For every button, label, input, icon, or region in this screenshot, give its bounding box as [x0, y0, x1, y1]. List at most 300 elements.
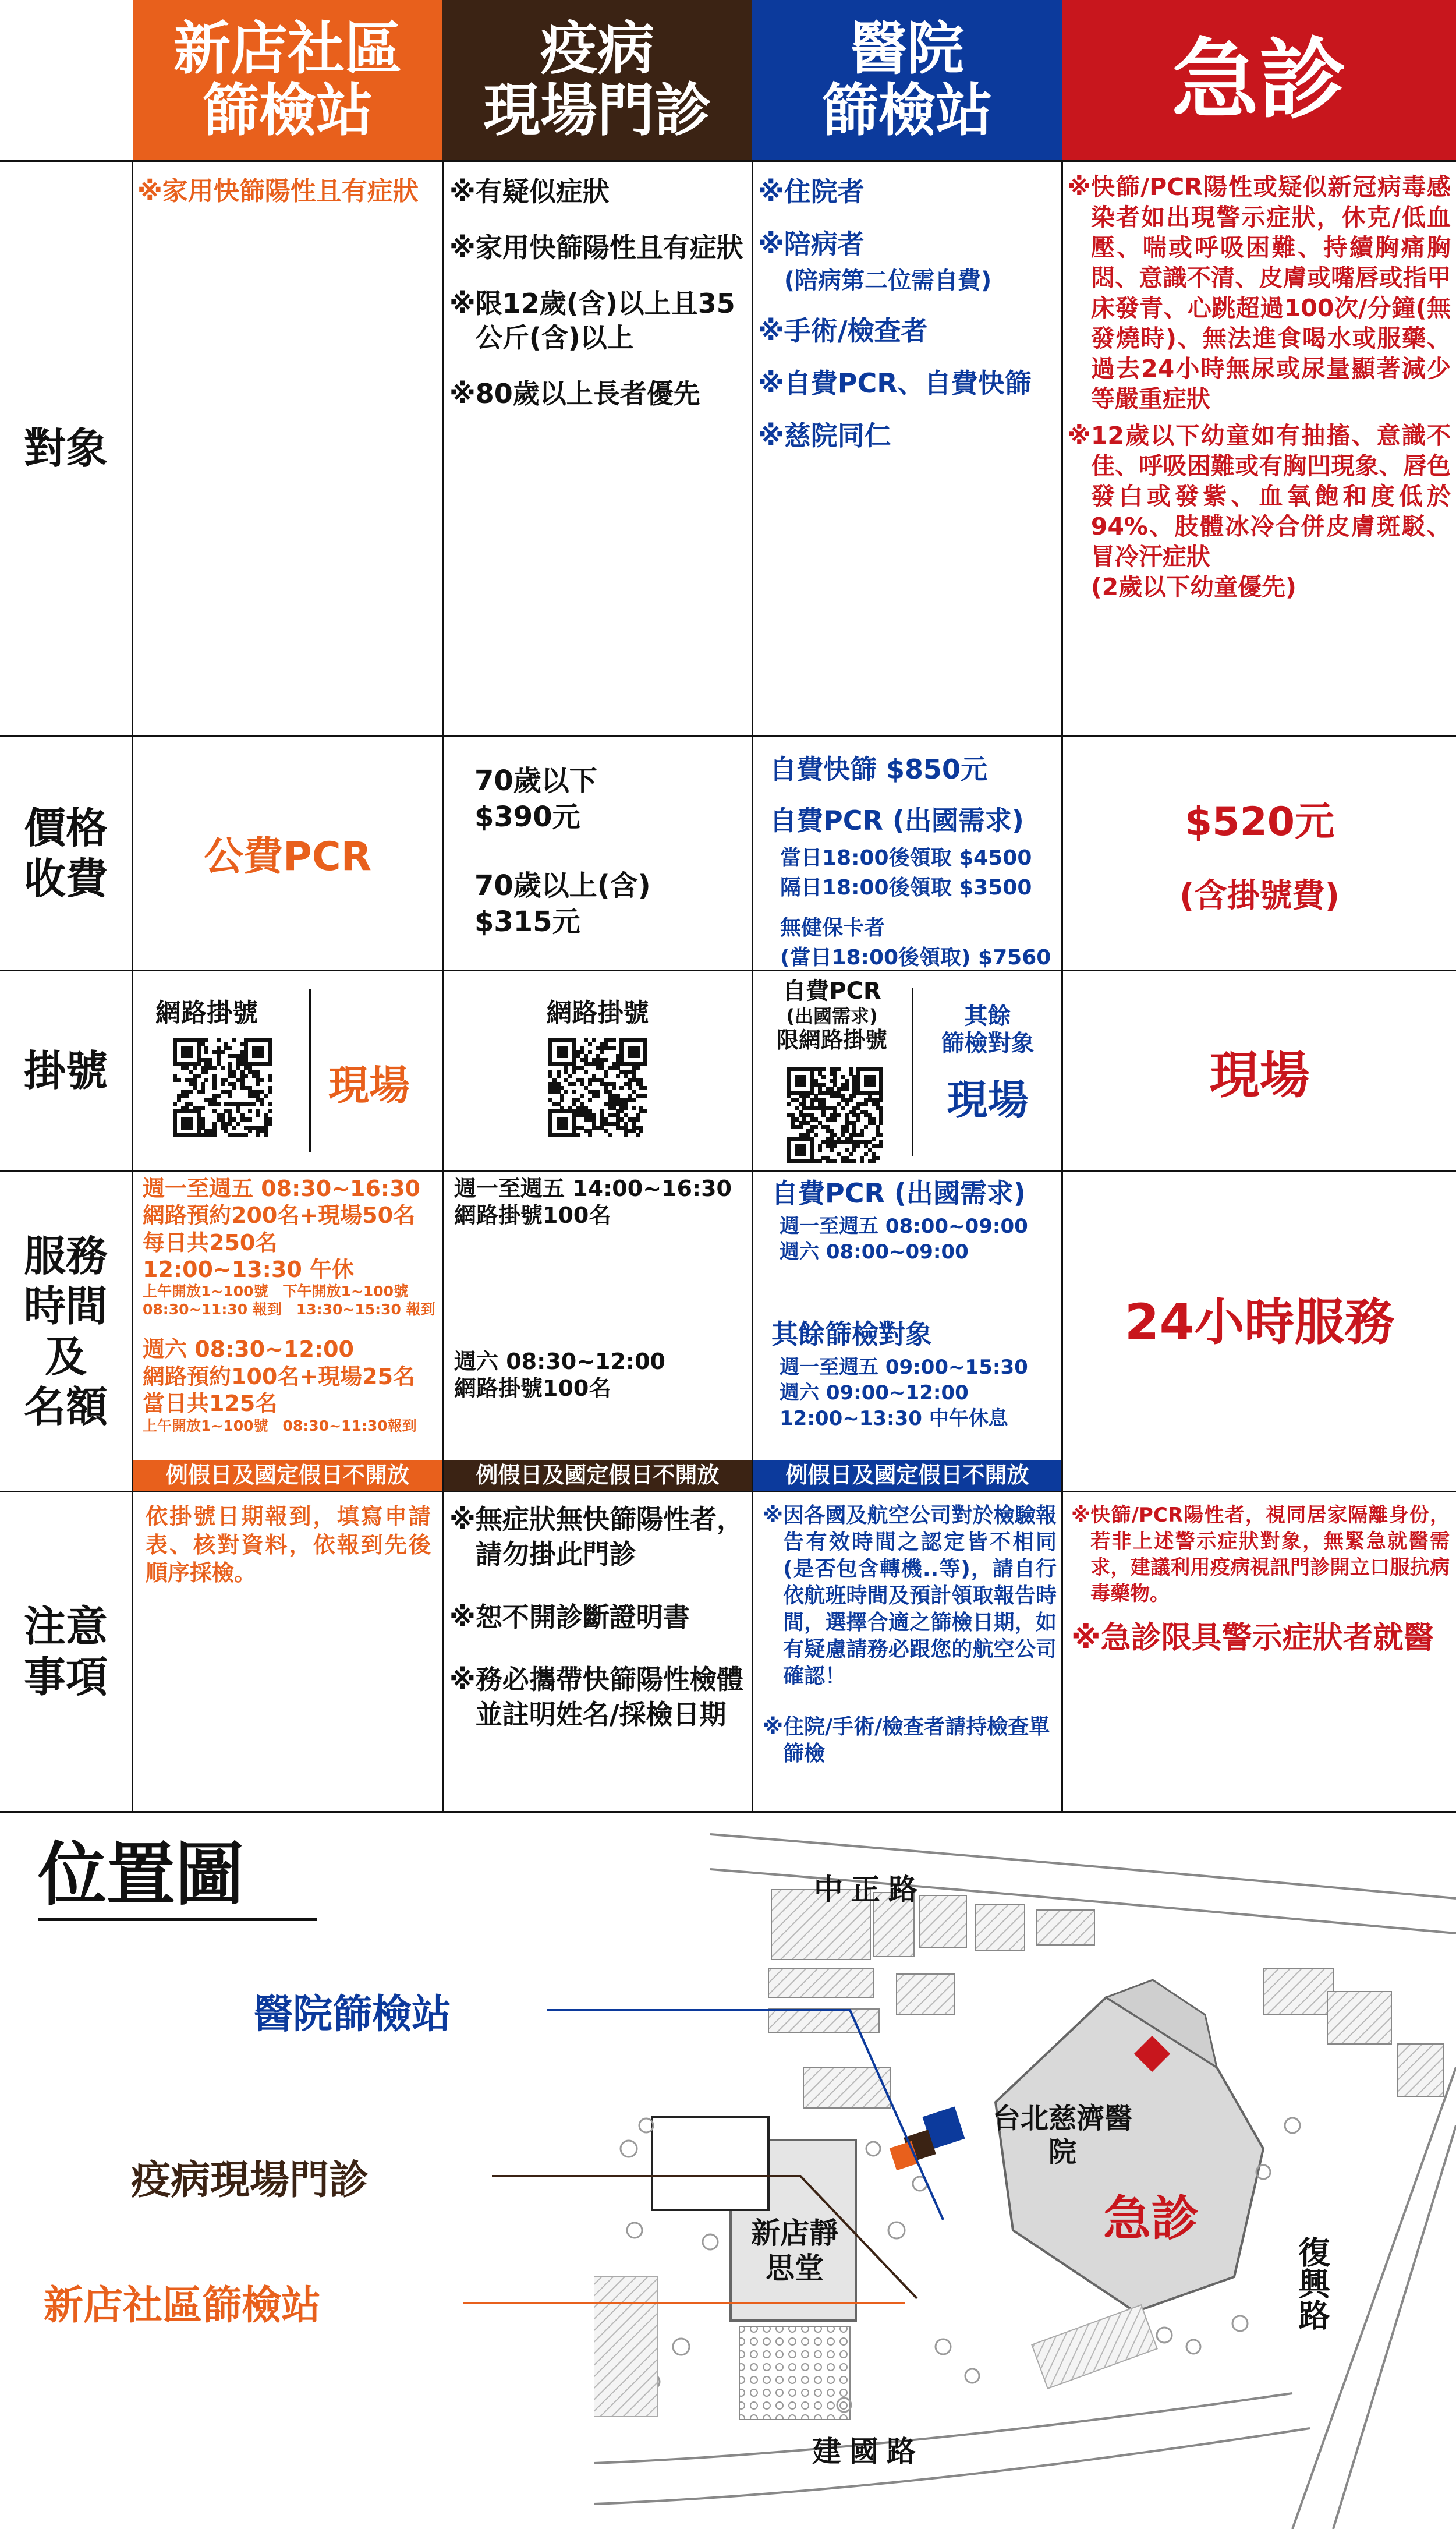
note-text: 家用快篩陽性且有症狀	[475, 231, 743, 263]
note-text: 陪病者	[784, 228, 865, 260]
register-community-online-label: 網路掛號	[155, 998, 258, 1028]
qr-module	[268, 1078, 272, 1082]
header-clinic-line2: 現場門診	[483, 77, 711, 144]
qr-module	[604, 1074, 608, 1078]
target-hospital	[758, 175, 1058, 454]
header-hospital-line2: 篩檢站	[821, 77, 993, 144]
note-text: 無症狀無快篩陽性者，請勿掛此門診	[475, 1504, 743, 1570]
register-hospital-onsite: 現場	[947, 1076, 1029, 1124]
holiday-text: 例假日及國定假日不開放	[476, 1462, 720, 1488]
qr-module	[619, 1086, 624, 1090]
qr-module	[860, 1159, 864, 1163]
qr-code-hospital[interactable]	[787, 1067, 883, 1163]
price-community-text: 公費PCR	[203, 834, 372, 880]
qr-module	[596, 1094, 600, 1098]
qr-module	[189, 1054, 193, 1058]
qr-module	[833, 1117, 837, 1122]
qr-module	[643, 1109, 647, 1113]
road-right-edge	[1333, 2125, 1456, 2529]
qr-module	[212, 1086, 217, 1090]
note-mark: ※	[758, 176, 784, 207]
note-body	[784, 227, 1058, 297]
note-text: 急診限具警示症狀者就醫	[1100, 1620, 1434, 1656]
note-text: 慈院同仁	[784, 419, 891, 451]
qr-module	[185, 1094, 189, 1098]
service-emergency	[1063, 1172, 1456, 1463]
notes-hospital-item	[763, 1502, 1057, 1690]
target-community	[137, 175, 434, 208]
target-hospital-item	[758, 419, 1058, 454]
target-hospital-item	[758, 175, 1058, 210]
price-hospital-quick: 自費快篩 $850元	[770, 754, 988, 785]
qr-module	[632, 1106, 636, 1110]
qr-module	[864, 1125, 868, 1129]
qr-module	[833, 1144, 837, 1148]
qr-module	[244, 1074, 248, 1078]
grid-line	[0, 1811, 1456, 1813]
header-community-line1: 新店社區	[173, 15, 402, 82]
holiday-bar-clinic	[444, 1460, 752, 1491]
qr-module	[860, 1133, 864, 1137]
qr-module	[818, 1159, 822, 1163]
qr-module	[845, 1102, 849, 1106]
qr-code-community[interactable]	[173, 1038, 272, 1137]
hospital-name-text: 台北慈濟醫院	[992, 2102, 1132, 2169]
register-divider	[912, 988, 913, 1156]
hall-courtyard	[739, 2326, 850, 2420]
qr-module	[616, 1074, 620, 1078]
qr-module	[217, 1038, 221, 1042]
hall-name-text: 新店靜思堂	[751, 2216, 838, 2285]
holiday-text: 例假日及國定假日不開放	[165, 1462, 409, 1488]
note-mark: ※	[1071, 1620, 1101, 1656]
note-mark: ※	[758, 367, 784, 399]
qr-module	[268, 1102, 272, 1106]
row-label-service-line1: 服務	[23, 1231, 108, 1281]
note-text: 12歲以下幼童如有抽搐、意識不佳、呼吸困難或有胸凹現象、唇色發白或發紫、血氧飽和度低於94%、肢體冰冷合併皮膚斑駁、冒冷汗症狀	[1090, 421, 1451, 571]
service-hospital-other-l2: 週六 09:00~12:00	[780, 1381, 969, 1405]
qr-module	[849, 1152, 853, 1156]
qr-module	[814, 1133, 818, 1137]
qr-module	[189, 1090, 193, 1094]
row-label-price	[0, 737, 132, 970]
target-clinic-item	[449, 377, 746, 412]
note-text: 恕不開診斷證明書	[475, 1601, 690, 1633]
qr-module	[856, 1117, 860, 1122]
qr-module	[264, 1094, 268, 1098]
qr-module	[636, 1054, 640, 1058]
qr-module	[557, 1074, 561, 1078]
header-clinic-line1: 疫病	[540, 15, 654, 82]
row-label-notes-line1: 注意	[23, 1602, 108, 1651]
qr-module	[564, 1090, 568, 1094]
note-mark: ※	[449, 231, 476, 263]
qr-module	[232, 1038, 236, 1042]
service-clinic-l1: 週一至週五 14:00~16:30	[454, 1176, 732, 1201]
qr-module	[221, 1066, 225, 1070]
qr-module	[802, 1152, 806, 1156]
qr-module	[588, 1042, 592, 1046]
qr-module	[636, 1066, 640, 1070]
note-text: 住院者	[784, 176, 865, 207]
qr-module	[600, 1050, 604, 1054]
service-hospital-other-l3: 12:00~13:30 中午休息	[780, 1407, 1008, 1431]
price-emergency-price: $520元	[1184, 799, 1335, 845]
qr-module	[639, 1129, 643, 1133]
qr-module	[879, 1098, 883, 1102]
service-emergency-text: 24小時服務	[1124, 1293, 1395, 1352]
qr-module	[588, 1133, 592, 1137]
qr-module	[608, 1133, 612, 1137]
qr-module	[833, 1159, 837, 1163]
register-emergency	[1063, 971, 1456, 1170]
service-community-l7: 週六 08:30~12:00	[143, 1336, 354, 1363]
service-community-l1: 週一至週五 08:30~16:30	[143, 1176, 420, 1201]
header-emergency	[1062, 0, 1456, 160]
qr-module	[636, 1117, 640, 1122]
qr-module	[204, 1070, 208, 1074]
target-community-item	[137, 175, 434, 208]
qr-module	[604, 1058, 608, 1062]
service-hospital	[771, 1176, 1060, 1432]
label-community: 新店社區篩檢站	[44, 2283, 321, 2329]
register-clinic-online-label: 網路掛號	[546, 998, 649, 1028]
qr-module	[572, 1070, 576, 1074]
note-body	[1091, 420, 1451, 602]
notes-community-text: 依掛號日期報到，填寫申請表、核對資料，依報到先後順序採檢。	[146, 1504, 431, 1586]
qr-module	[204, 1038, 208, 1042]
notes-community	[146, 1502, 431, 1587]
note-text: 因各國及航空公司對於檢驗報告有效時間之認定皆不相同(是否包含轉機..等)，請自行依航班時間及預計領取報告時間，選擇合適之篩檢日期，如有疑慮請務必跟您的航空公司確認！	[783, 1504, 1057, 1689]
register-hospital-pcr-l3: 限網路掛號	[776, 1027, 887, 1053]
row-label-target	[0, 162, 132, 735]
qr-module	[236, 1122, 240, 1126]
note-text: 80歲以上長者優先	[475, 378, 700, 410]
label-hospital-station: 醫院篩檢站	[253, 1992, 452, 2038]
qr-module	[643, 1086, 647, 1090]
road-bottom-label: 建國路	[812, 2435, 924, 2468]
header-clinic	[442, 0, 752, 160]
holiday-bar-hospital	[753, 1460, 1061, 1491]
qr-module	[852, 1148, 856, 1152]
service-clinic-l2: 網路掛號100名	[454, 1202, 611, 1229]
qr-module	[787, 1102, 791, 1106]
qr-module	[588, 1098, 592, 1102]
note-text: 自費PCR、自費快篩	[784, 367, 1032, 399]
qr-module	[588, 1050, 592, 1054]
row-label-notes	[0, 1492, 132, 1811]
qr-code-clinic[interactable]	[548, 1038, 647, 1137]
price-hospital-nocard-detail: (當日18:00後領取) $7560	[780, 946, 1051, 970]
register-emergency-onsite: 現場	[1209, 1046, 1310, 1105]
note-sub: (2歲以下幼童優先)	[1090, 572, 1296, 601]
holiday-text: 例假日及國定假日不開放	[785, 1462, 1029, 1488]
note-text: 務必攜帶快篩陽性檢體並註明姓名/採檢日期	[475, 1664, 743, 1731]
map-title-underline	[38, 1918, 317, 1921]
qr-module	[821, 1075, 826, 1079]
note-mark: ※	[763, 1504, 783, 1527]
qr-module	[799, 1125, 803, 1129]
qr-module	[879, 1144, 883, 1148]
label-clinic: 疫病現場門診	[131, 2157, 369, 2203]
target-clinic	[449, 175, 746, 412]
er-label: 急診	[1103, 2191, 1199, 2247]
service-community-l2: 網路預約200名+現場50名	[143, 1202, 416, 1229]
qr-module	[212, 1133, 217, 1137]
target-clinic-item	[449, 231, 746, 266]
qr-module	[592, 1038, 596, 1042]
note-sub: (陪病第二位需自費)	[784, 267, 992, 294]
header-community	[133, 0, 442, 160]
note-text: 家用快篩陽性且有症狀	[162, 176, 419, 206]
notes-emergency-item	[1071, 1502, 1450, 1607]
service-community-l6: 08:30~11:30 報到 13:30~15:30 報到	[143, 1300, 435, 1318]
service-hospital-other-l1: 週一至週五 09:00~15:30	[780, 1355, 1028, 1379]
service-community-l10: 上午開放1~100號 08:30~11:30報到	[143, 1417, 417, 1434]
register-hospital-other-l1: 其餘	[964, 1003, 1011, 1030]
note-mark: ※	[449, 287, 476, 319]
qr-module	[802, 1083, 806, 1087]
qr-module	[879, 1133, 883, 1137]
header-hospital	[752, 0, 1062, 160]
qr-module	[244, 1133, 248, 1137]
notes-hospital-item	[763, 1714, 1057, 1767]
qr-module	[560, 1098, 564, 1102]
qr-module	[217, 1102, 221, 1106]
row-label-notes-line2: 事項	[23, 1652, 108, 1702]
qr-module	[584, 1070, 588, 1074]
target-hospital-item	[758, 227, 1058, 297]
note-text: 有疑似症狀	[475, 176, 610, 207]
price-emergency-note: (含掛號費)	[1179, 877, 1340, 915]
note-text: 住院/手術/檢查者請持檢查單篩檢	[783, 1714, 1050, 1766]
service-hospital-pcr-title: 自費PCR (出國需求)	[771, 1177, 1026, 1209]
target-emergency-item	[1068, 172, 1451, 415]
qr-module	[564, 1126, 568, 1130]
qr-module	[612, 1086, 616, 1090]
qr-module	[879, 1121, 883, 1125]
register-community	[133, 971, 442, 1170]
road-top-label: 中正路	[814, 1873, 926, 1907]
qr-module	[624, 1106, 628, 1110]
qr-module	[204, 1050, 208, 1054]
service-hospital-pcr-l1: 週一至週五 08:00~09:00	[780, 1214, 1028, 1238]
qr-module	[264, 1133, 268, 1137]
qr-module	[268, 1109, 272, 1113]
qr-module	[852, 1094, 856, 1098]
note-mark: ※	[758, 228, 784, 260]
qr-module	[830, 1148, 834, 1152]
service-community	[143, 1175, 440, 1435]
qr-module	[260, 1078, 264, 1082]
service-community-l4: 12:00~13:30 午休	[143, 1257, 354, 1283]
note-mark: ※	[1068, 173, 1091, 201]
qr-module	[872, 1159, 876, 1163]
grid-line	[0, 1491, 1456, 1492]
note-mark: ※	[763, 1714, 783, 1739]
qr-module	[189, 1126, 193, 1130]
qr-module	[260, 1102, 264, 1106]
map-title	[38, 1834, 317, 1921]
qr-module	[268, 1062, 272, 1066]
price-community	[133, 737, 442, 970]
qr-module	[849, 1098, 853, 1102]
price-hospital-nocard: 無健保卡者	[780, 916, 885, 940]
qr-module	[856, 1144, 860, 1148]
qr-module	[177, 1098, 181, 1102]
qr-module	[612, 1038, 616, 1042]
note-text: 快篩/PCR陽性或疑似新冠病毒感染者如出現警示症狀，休克/低血壓、喘或呼吸困難、持續胸痛胸悶、意識不清、皮膚或嘴唇或指甲床發青、心跳超過100次/分鐘(無發燒時)、無法進食喝水或服藥、過去24小時無尿或尿量顯著減少等嚴重症狀	[1090, 173, 1451, 413]
service-clinic	[454, 1175, 748, 1229]
qr-module	[564, 1054, 568, 1058]
qr-module	[228, 1046, 232, 1050]
qr-module	[845, 1087, 849, 1091]
qr-module	[173, 1102, 177, 1106]
qr-module	[643, 1062, 647, 1066]
qr-module	[612, 1046, 616, 1050]
service-community-l3: 每日共250名	[143, 1229, 278, 1255]
qr-module	[636, 1133, 640, 1137]
row-label-service-line4: 名額	[23, 1382, 108, 1431]
qr-module	[177, 1078, 181, 1082]
qr-module	[624, 1133, 628, 1137]
note-mark: ※	[137, 176, 162, 206]
target-clinic-item	[449, 286, 746, 356]
note-text: 限12歲(含)以上且35公斤(含)以上	[475, 287, 735, 354]
note-mark: ※	[1068, 421, 1091, 450]
qr-module	[864, 1102, 868, 1106]
qr-module	[588, 1082, 592, 1086]
register-hospital-pcr-l1: 自費PCR	[782, 978, 881, 1004]
note-mark: ※	[758, 315, 784, 347]
qr-module	[643, 1094, 647, 1098]
qr-module	[221, 1050, 225, 1054]
notes-hospital	[763, 1502, 1057, 1767]
note-mark: ※	[1071, 1504, 1091, 1527]
price-hospital-pcr-next: 隔日18:00後領取 $3500	[780, 876, 1032, 900]
qr-module	[204, 1078, 208, 1082]
target-hospital-item	[758, 314, 1058, 349]
qr-module	[268, 1090, 272, 1094]
note-mark: ※	[449, 176, 476, 207]
register-hospital-other-l2: 篩檢對象	[941, 1030, 1035, 1057]
qr-module	[221, 1082, 225, 1086]
notes-clinic	[449, 1502, 743, 1732]
register-hospital-pcr	[765, 977, 899, 1054]
qr-module	[814, 1125, 818, 1129]
note-text: 快篩/PCR陽性者，視同居家隔離身份，若非上述警示症狀對象，無緊急就醫需求，建議利用疫病視訊門診開立口服抗病毒藥物。	[1090, 1504, 1450, 1605]
qr-module	[872, 1083, 876, 1087]
qr-module	[232, 1126, 236, 1130]
notes-emergency	[1071, 1502, 1450, 1658]
qr-module	[572, 1082, 576, 1086]
service-clinic-l4: 網路掛號100名	[454, 1375, 611, 1402]
qr-module	[260, 1054, 264, 1058]
row-label-register	[0, 971, 132, 1170]
qr-module	[632, 1098, 636, 1102]
target-emergency	[1068, 172, 1451, 602]
qr-module	[872, 1137, 876, 1141]
qr-module	[876, 1156, 880, 1160]
leader-community	[457, 2286, 911, 2321]
note-mark: ※	[449, 378, 476, 410]
register-hospital	[753, 971, 1061, 1170]
price-clinic-a-label: 70歲以下	[474, 765, 597, 797]
note-text: 手術/檢查者	[784, 315, 928, 347]
row-label-price-line2: 收費	[23, 854, 108, 903]
grid-line	[0, 160, 1456, 162]
qr-module	[193, 1066, 197, 1070]
qr-module	[268, 1122, 272, 1126]
row-label-price-line1: 價格	[23, 804, 108, 853]
price-emergency	[1063, 737, 1456, 970]
price-clinic-a-price: $390元	[474, 801, 580, 834]
qr-module	[248, 1117, 252, 1122]
service-community-l5: 上午開放1~100號 下午開放1~100號	[143, 1283, 409, 1300]
register-divider	[309, 989, 311, 1152]
road-right-label: 復興路	[1294, 2236, 1330, 2330]
qr-module	[248, 1129, 252, 1133]
note-mark: ※	[449, 1601, 476, 1633]
target-hospital-item	[758, 366, 1058, 401]
hospital-name-label	[987, 2102, 1138, 2169]
qr-module	[821, 1067, 826, 1071]
header-hospital-line1: 醫院	[849, 15, 964, 82]
qr-module	[256, 1113, 260, 1117]
price-hospital-pcr-same: 當日18:00後領取 $4500	[780, 846, 1032, 870]
road-bottom	[594, 2393, 1292, 2463]
row-label-service-line3: 及	[44, 1332, 87, 1381]
qr-module	[228, 1094, 232, 1098]
service-community-l9: 當日共125名	[143, 1391, 278, 1417]
service-hospital-pcr-l2: 週六 08:00~09:00	[780, 1240, 969, 1264]
qr-module	[841, 1106, 845, 1110]
service-clinic-sat	[454, 1348, 748, 1402]
qr-module	[252, 1102, 256, 1106]
qr-module	[248, 1109, 252, 1113]
holiday-bar-community	[133, 1460, 442, 1491]
price-clinic-b-price: $315元	[474, 906, 580, 939]
notes-clinic-item	[449, 1600, 743, 1635]
note-mark: ※	[449, 1504, 476, 1535]
price-hospital-pcr-title: 自費PCR (出國需求)	[770, 805, 1024, 836]
qr-module	[256, 1082, 260, 1086]
qr-module	[852, 1159, 856, 1163]
notes-emergency-item	[1071, 1619, 1450, 1658]
price-clinic	[474, 763, 731, 940]
register-hospital-pcr-l2: (出國需求)	[786, 1005, 878, 1027]
header-emergency-line1: 急診	[1171, 29, 1347, 131]
qr-module	[864, 1152, 868, 1156]
row-label-target-text: 對象	[23, 424, 108, 473]
qr-module	[572, 1090, 576, 1094]
qr-module	[197, 1074, 201, 1078]
notes-clinic-item	[449, 1663, 743, 1732]
qr-module	[580, 1094, 584, 1098]
road-bottom-edge	[594, 2428, 1310, 2504]
qr-module	[201, 1106, 205, 1110]
qr-module	[201, 1090, 205, 1094]
service-hospital-other-title: 其餘篩檢對象	[771, 1318, 932, 1350]
qr-module	[256, 1133, 260, 1137]
map-title-text: 位置圖	[38, 1834, 245, 1915]
service-clinic-l3: 週六 08:30~12:00	[454, 1349, 665, 1374]
qr-module	[576, 1133, 580, 1137]
header-community-line2: 篩檢站	[201, 77, 373, 144]
notes-clinic-item	[449, 1502, 743, 1572]
row-label-register-text: 掛號	[23, 1046, 108, 1095]
row-label-service-line2: 時間	[23, 1282, 108, 1331]
